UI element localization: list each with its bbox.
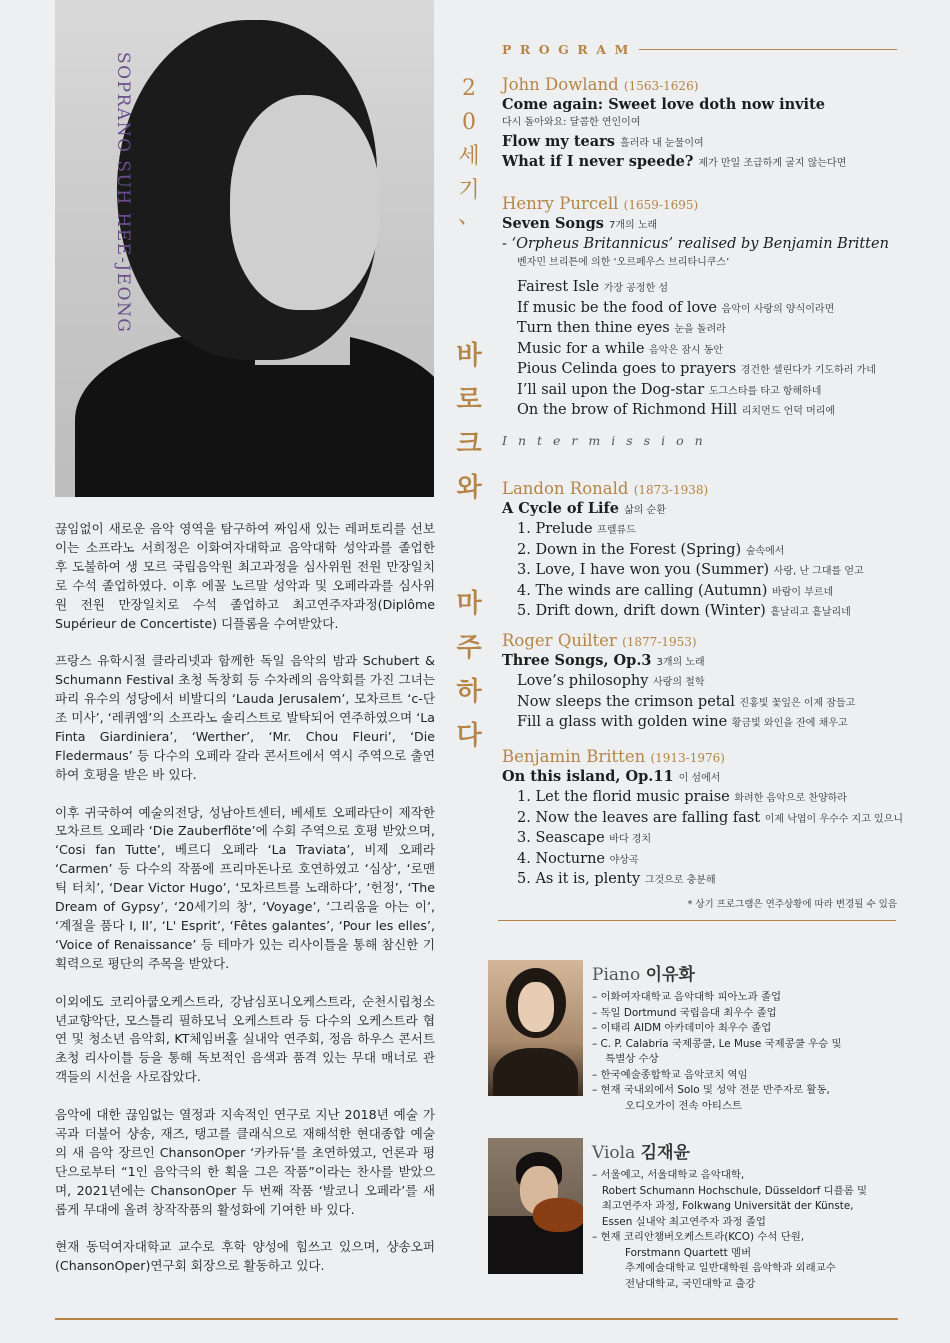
song: Flow my tears 흘러라 내 눈물이여 xyxy=(502,132,704,150)
biography xyxy=(55,520,435,1295)
title-char: 기 xyxy=(458,178,480,203)
program-purcell xyxy=(502,195,902,422)
profile-item: 전남대학교, 국민대학교 출강 xyxy=(592,1277,756,1290)
soprano-portrait xyxy=(55,0,434,497)
song: 5. As it is, plenty 그것으로 충분해 xyxy=(517,871,716,887)
song: What if I never speede? 제가 만일 조급하게 굴지 않는다면 xyxy=(502,153,847,170)
profile-item: Forstmann Quartett 멤버 xyxy=(592,1246,752,1259)
performer-name xyxy=(592,960,695,985)
title-spacer xyxy=(455,510,483,582)
work-title: Seven Songs 7개의 노래 xyxy=(502,214,658,232)
program-header-rule xyxy=(639,49,897,50)
composer xyxy=(502,632,902,652)
profile-item: – 이화여자대학교 음악대학 피아노과 졸업 xyxy=(592,991,782,1003)
program-britten xyxy=(502,748,902,891)
title-char: 크 xyxy=(456,429,482,459)
composer xyxy=(502,748,902,768)
song: 2. Down in the Forest (Spring) 숲속에서 xyxy=(517,541,785,558)
instrument-label: Piano xyxy=(592,965,641,985)
title-char: 주 xyxy=(456,633,482,663)
title-char: 다 xyxy=(456,721,482,751)
profile-item: – 이태리 AIDM 아카데미아 최우수 졸업 xyxy=(592,1022,772,1034)
work-title: On this island, Op.11 이 섬에서 xyxy=(502,767,721,785)
violist-photo xyxy=(488,1138,583,1274)
song: 4. The winds are calling (Autumn) 바람이 부르네 xyxy=(517,582,834,599)
performer-profile xyxy=(592,1168,867,1292)
pianist-photo xyxy=(488,960,583,1096)
song: Music for a while 음악은 잠시 동안 xyxy=(517,340,724,357)
title-char: 0 xyxy=(462,110,476,135)
profile-item: 오디오가이 전속 아티스트 xyxy=(592,1099,743,1112)
program-ronald xyxy=(502,480,902,623)
title-char: 로 xyxy=(456,385,482,415)
song: Love’s philosophy 사랑의 철학 xyxy=(517,673,705,689)
song: Fairest Isle 가장 공정한 섬 xyxy=(517,279,669,295)
performer-name-ko: 김재윤 xyxy=(640,1143,690,1163)
performer-name-ko: 이유화 xyxy=(645,965,695,985)
song: If music be the food of love 음악이 사랑의 양식이라면 xyxy=(517,299,835,316)
song: Turn then thine eyes 눈을 돌려라 xyxy=(517,320,726,336)
title-char: 하 xyxy=(456,677,482,707)
bio-paragraph: 이외에도 코리아쿱오케스트라, 강남심포니오케스트라, 순천시립청소년교향악단, 모스틀리 필하모닉 오케스트라 등 다수의 오케스트라 협연 및 청소년 음악회, KT체임버홀 실내악 연주회, 정음 하우스 콘서트 초청 리사이틀 등을 통해 독보적인 음색과 품격 있는 무대 매너로 관객들의 시선을 사로잡았다. xyxy=(55,993,435,1085)
composer-name: John Dowland xyxy=(502,75,619,94)
profile-item: – 현재 국내외에서 Solo 및 성악 전문 반주자로 활동, xyxy=(592,1084,830,1096)
composer-name: Landon Ronald xyxy=(502,479,629,498)
song: 3. Seascape 바다 경치 xyxy=(517,830,652,846)
profile-item: 특별상 수상 xyxy=(592,1053,659,1065)
song: 1. Prelude 프렐류드 xyxy=(517,521,636,537)
composer-years: (1659-1695) xyxy=(623,198,699,212)
title-char: 마 xyxy=(456,589,482,619)
title-char: 세 xyxy=(458,144,480,169)
profile-item: 최고연주자 과정, Folkwang Universität der Künste, xyxy=(592,1200,854,1212)
composer-name: Henry Purcell xyxy=(502,194,619,213)
bio-paragraph: 프랑스 유학시절 클라리넷과 함께한 독일 음악의 밤과 Schubert & Schumann Festival 초청 독창회 등 수차례의 음악회를 가진 그녀는 파리 유수의 성당에서 비발디의 ‘Lauda Jerusalem’, 모차르트 ‘c-단조 미사’, ‘레퀴엠’의 소프라노 솔리스트로 발탁되어 연주하였으며 ‘La Finta Giardiniera’, ‘Werther’, ‘Mr. Chou Fleuri’, ‘Die Fledermaus’ 등 다수의 오페라 갈라 콘서트에서 역시 주역으로 출연하여 호평을 받은 바 있다. xyxy=(55,653,435,782)
bio-paragraph: 현재 동덕여자대학교 교수로 후학 양성에 힘쓰고 있으며, 샹송오퍼(ChansonOper)연구회 회장으로 활동하고 있다. xyxy=(55,1239,435,1274)
song: 1. Let the florid music praise 화려한 음악으로 찬양하라 xyxy=(517,789,847,805)
profile-item: – 현재 코리안챔버오케스트라(KCO) 수석 단원, xyxy=(592,1231,805,1243)
composer-years: (1877-1953) xyxy=(622,635,697,649)
composer-years: (1913-1976) xyxy=(650,751,725,765)
song: On the brow of Richmond Hill 리치먼드 언덕 머리에 xyxy=(517,402,836,418)
title-char: 바 xyxy=(456,341,482,371)
song: Now sleeps the crimson petal 진홍빛 꽃잎은 이제 잠들고 xyxy=(517,693,856,710)
program-quilter xyxy=(502,632,902,734)
song: I’ll sail upon the Dog-star 도그스타를 타고 항해하네 xyxy=(517,381,822,398)
composer-years: (1873-1938) xyxy=(633,483,709,497)
program-header xyxy=(502,42,897,57)
title-char: 2 xyxy=(462,76,476,101)
song: 2. Now the leaves are falling fast 이제 낙엽이 우수수 지고 있으니 xyxy=(517,809,904,826)
composer xyxy=(502,195,902,215)
program-heading: PROGRAM xyxy=(502,42,637,57)
profile-item: – 한국예술종합학교 음악코치 역임 xyxy=(592,1068,748,1081)
program-note: * 상기 프로그램은 연주상황에 따라 변경될 수 있음 xyxy=(687,899,897,910)
bottom-rule xyxy=(55,1318,898,1320)
concert-title-part1 xyxy=(455,72,483,229)
composer xyxy=(502,480,902,500)
song: 3. Love, I have won you (Summer) 사랑, 난 그대를 얻고 xyxy=(517,562,864,578)
section-divider xyxy=(498,920,896,921)
song: 4. Nocturne 야상곡 xyxy=(517,850,639,867)
profile-item: – 독일 Dortmund 국립음대 최우수 졸업 xyxy=(592,1006,777,1019)
composer-name: Roger Quilter xyxy=(502,631,617,650)
bio-paragraph: 끊임없이 새로운 음악 영역을 탐구하여 짜임새 있는 레퍼토리를 선보이는 소프라노 서희정은 이화여자대학교 음악대학 성악과를 졸업한 후 도불하여 생 모르 국립음악원 최고과정을 심사위원 전원 만장일치로 수석 졸업하였다. 이후 에꼴 노르말 성악과 및 오페라과를 심사위원 전원 만장일치로 수석 졸업하고 최고연주자과정(Diplôme Supérieur de Concertiste) 디플롬을 수여받았다. xyxy=(55,521,435,631)
portrait-face xyxy=(230,95,380,310)
song: Pious Celinda goes to prayers 경건한 셀린다가 기도하러 가네 xyxy=(517,361,876,377)
song-ko: 다시 돌아와요: 달콤한 연인이여 xyxy=(502,117,641,128)
instrument-label: Viola xyxy=(592,1143,636,1163)
performer-name xyxy=(592,1138,690,1163)
intermission: Intermission xyxy=(502,433,714,448)
program-dowland xyxy=(502,76,902,174)
composer xyxy=(502,76,902,96)
title-char: 、 xyxy=(457,204,480,229)
song: Fill a glass with golden wine 황금빛 와인을 잔에 채우고 xyxy=(517,714,848,730)
bio-paragraph: 음악에 대한 끊임없는 열정과 지속적인 연구로 지난 2018년 예술 가곡과 더불어 샹송, 재즈, 탱고를 클래식으로 재해석한 현대종합 예술의 새 음악 장르인 ChansonOper ‘카카듀’를 초연하였고, 언론과 평단으로부터 “1인 음악극의 한 획을 그은 작품”이라는 찬사를 받았으며, 2021년에는 ChansonOper 두 번째 작품 ‘발코니 오페라’를 새롭게 무대에 올려 창작작품의 활성화에 기여한 바 있다. xyxy=(55,1107,435,1217)
composer-name: Benjamin Britten xyxy=(502,747,646,766)
concert-title-part2 xyxy=(455,334,483,758)
work-title: A Cycle of Life 삶의 순환 xyxy=(502,499,666,517)
profile-item: Essen 실내악 최고연주자 과정 졸업 xyxy=(592,1215,766,1228)
bio-paragraph: 이후 귀국하여 예술의전당, 성남아트센터, 베세토 오페라단이 제작한 모차르트 오페라 ‘Die Zauberflöte’에 수회 주역으로 호평 받았으며, ‘Cosi fan Tutte’, 베르디 오페라 ‘La Traviata’, 비제 오페라 ‘Carmen’ 등 다수의 작품에 프리마돈나로 호연하였고 ‘심상’, ‘로맨틱 터치’, ‘Dear Victor Hugo’, ‘모차르트를 노래하다’, ‘헌정’, ‘The Dream of Gypsy’, ‘20세기의 창’, ‘Voyage’, ‘그리움을 아는 이’, ‘계절을 품다 I, II’, ‘L' Esprit’, ‘Fêtes galantes’, ‘Pour les elles’, ‘Voice of Renaissance’ 등 테마가 있는 리사이틀을 통해 참신한 기획력으로 평단의 주목을 받았다. xyxy=(55,804,435,971)
song: Come again: Sweet love doth now invite xyxy=(502,95,825,113)
artist-name-vertical: SOPRANO SUH HEE-JEONG xyxy=(113,52,133,334)
title-char: 와 xyxy=(456,473,482,503)
profile-item: – C. P. Calabria 국제콩쿨, Le Muse 국제콩쿨 우승 및 xyxy=(592,1037,842,1050)
profile-item: – 서울예고, 서울대학교 음악대학, xyxy=(592,1169,745,1181)
song: 5. Drift down, drift down (Winter) 흩날리고 흩날리네 xyxy=(517,603,851,619)
work-subtitle-ko: 벤자민 브리튼에 의한 ‘오르페우스 브리타니쿠스’ xyxy=(517,256,730,268)
performer-profile xyxy=(592,990,842,1114)
work-title: Three Songs, Op.3 3개의 노래 xyxy=(502,651,705,669)
composer-years: (1563-1626) xyxy=(623,79,699,93)
work-subtitle: - ‘Orpheus Britannicus’ realised by Benjamin Britten xyxy=(502,236,889,252)
profile-item: Robert Schumann Hochschule, Düsseldorf 디플롬 및 xyxy=(592,1184,868,1197)
profile-item: 추계예술대학교 일반대학원 음악학과 외래교수 xyxy=(592,1262,836,1274)
